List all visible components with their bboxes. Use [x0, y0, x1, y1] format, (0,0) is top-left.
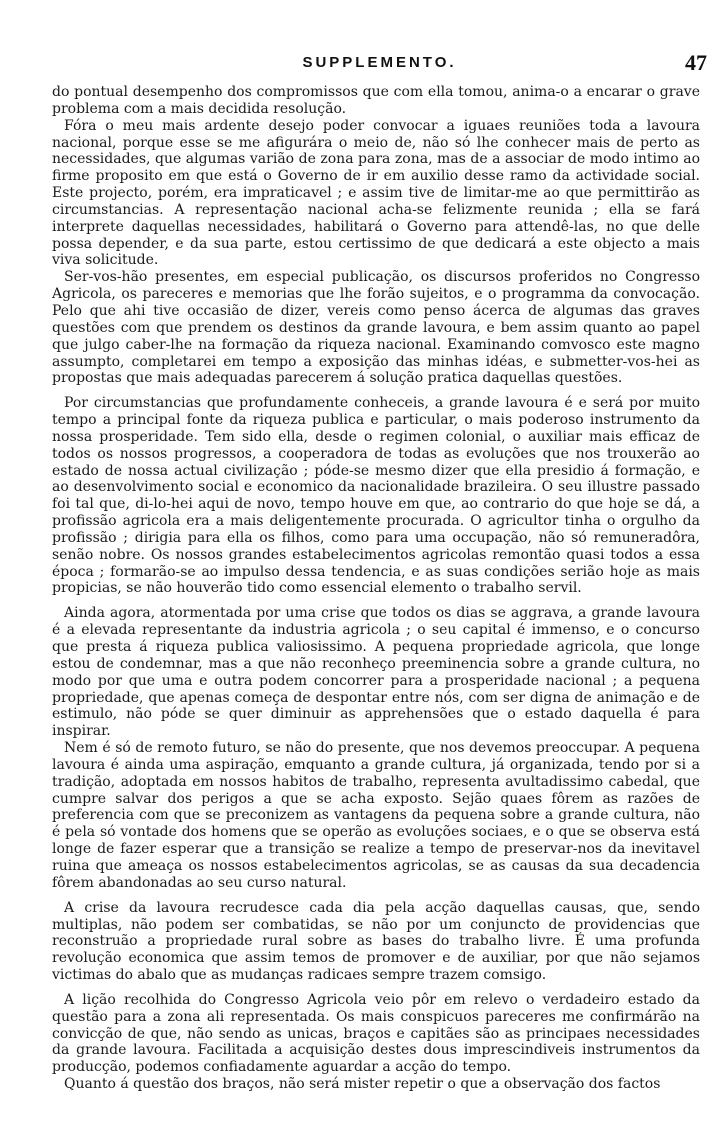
- paragraph-8: A lição recolhida do Congresso Agricola veio pôr em relevo o verdadeiro estado da questão para a zona ali representada. Os mais conspicuos pareceres me confirmárão na convicção de que, não sendo as unicas, braços e capitães são as principaes necessidades da grande lavoura. Facilitada a acquisição destes dous imprescindiveis instrumentos da producção, podemos confiadamente aguardar a acção do tempo.: [52, 991, 700, 1076]
- body-text: [52, 84, 700, 1093]
- paragraph-5: Ainda agora, atormentada por uma crise que todos os dias se aggrava, a grande lavoura é a elevada representante da industria agricola ; o seu capital é immenso, e o concurso que presta á riqueza publica valiosissimo. A pequena propriedade agricola, que longe estou de condemnar, mas a que não reconheço preeminencia sobre a grande cultura, no modo por que uma e outra podem concorrer para a prosperidade nacional ; a pequena propriedade, que apenas começa de despontar entre nós, com ser digna de animação e de estimulo, não póde se quer diminuir as apprehensões que o estado daquella é para inspirar.: [52, 605, 700, 740]
- running-title: SUPPLEMENTO.: [302, 54, 457, 71]
- paragraph-1: do pontual desempenho dos compromissos que com ella tomou, anima-o a encarar o grave problema com a mais decidida resolução.: [52, 84, 700, 117]
- running-header: [52, 48, 707, 76]
- page-number: 47: [685, 50, 707, 75]
- paragraph-9: Quanto á questão dos braços, não será mister repetir o que a observação dos factos: [64, 1076, 661, 1093]
- paragraph-4: Por circumstancias que profundamente conheceis, a grande lavoura é e será por muito tempo a principal fonte da riqueza publica e particular, o mais poderoso instrumento da nossa prosperidade. Tem sido ella, desde o regimen colonial, o auxiliar mais efficaz de todos os nossos progressos, a cooperadora de todas as evoluções que nos trouxerão ao estado de nossa actual civilização ; póde-se mesmo dizer que ella presidio á formação, e ao desenvolvimento social e economico da nacionalidade brazileira. O seu illustre passado foi tal que, di-lo-hei aqui de novo, tempo houve em que, ao contrario do que hoje se dá, a profissão agricola era a mais deligentemente procurada. O agricultor tinha o orgulho da profissão ; dirigia para ella os filhos, como para uma occupação, não só remuneradôra, senão nobre. Os nossos grandes estabelecimentos agricolas remontão quasi todos a essa época ; formarão-se ao impulso dessa tendencia, e as suas condições serião hoje as mais propicias, se não houverão tido como essencial elemento o trabalho servil.: [52, 395, 700, 597]
- paragraph-2: Fóra o meu mais ardente desejo poder convocar a iguaes reuniões toda a lavoura nacional, porque esse se me afigurára o meio de, não só lhe conhecer mais de perto as necessidades, que algumas varião de zona para zona, mas de a associar de modo intimo ao firme proposito em que está o Governo de ir em auxilio desse ramo da actividade social. Este projecto, porém, era impraticavel ; e assim tive de limitar-me ao que permittirão as circumstancias. A representação nacional acha-se felizmente reunida ; ella se fará interprete daquellas necessidades, habilitará o Governo para attendê-las, no que delle possa depender, e da sua parte, estou certissimo de que dedicará a este objecto a mais viva solicitude.: [52, 117, 700, 269]
- paragraph-7: A crise da lavoura recrudesce cada dia pela acção daquellas causas, que, sendo multiplas, não podem ser combatidas, se não por um conjuncto de providencias que reconstruão a propriedade rural sobre as bases do trabalho livre. É uma profunda revolução economica que assim temos de promover e de auxiliar, por que não sejamos victimas do abalo que as mudanças radicaes sempre trazem comsigo.: [52, 899, 700, 984]
- paragraph-3: Ser-vos-hão presentes, em especial publicação, os discursos proferidos no Congresso Agricola, os pareceres e memorias que lhe forão sujeitos, e o programma da convocação. Pelo que ahi tive occasião de dizer, vereis como penso ácerca de algumas das graves questões com que prendem os destinos da grande lavoura, e bem assim quanto ao papel que julgo caber-lhe na formação da riqueza nacional. Examinando comvosco este magno assumpto, completarei em tempo a exposição das minhas idéas, e submetter-vos-hei as propostas que mais adequadas parecerem á solução pratica daquellas questões.: [52, 269, 700, 387]
- paragraph-6: Nem é só de remoto futuro, se não do presente, que nos devemos preoccupar. A pequena lavoura é ainda uma aspiração, emquanto a grande cultura, já organizada, tendo por si a tradição, adoptada em nossos habitos de trabalho, representa avultadissimo cabedal, que cumpre salvar dos perigos a que se acha exposto. Sejão quaes fôrem as razões de preferencia com que se preconizem as vantagens da pequena sobre a grande cultura, não é pela só vontade dos homens que se operão as evoluções sociaes, e o que se observa está longe de fazer esperar que a transição se realize a tempo de preservar-nos da inevitavel ruina que ameaça os nossos estabelecimentos agricolas, se as causas da sua decadencia fôrem abandonadas ao seu curso natural.: [52, 740, 700, 891]
